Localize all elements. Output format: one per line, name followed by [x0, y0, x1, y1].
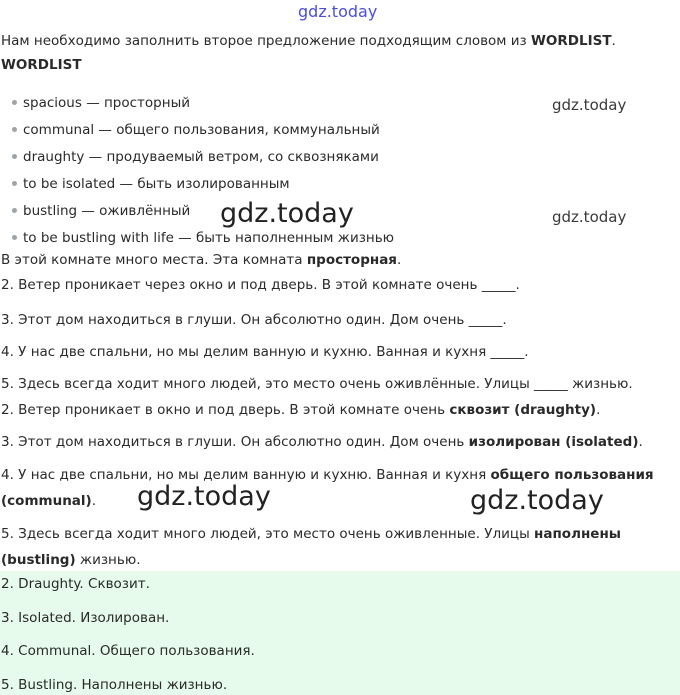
task-2: 2. Ветер проникает через окно и под дверь. В этой комнате очень _____.: [1, 277, 520, 293]
solution-5: 5. Здесь всегда ходит много людей, это место очень оживленные. Улицы наполнены: [1, 526, 621, 542]
answers-block: [0, 571, 680, 695]
bullet-dot-icon: [12, 181, 17, 186]
answer-4: 4. Communal. Общего пользования.: [1, 643, 255, 659]
watermark-big-1: gdz.today: [220, 198, 354, 229]
task-3: 3. Этот дом находиться в глуши. Он абсолютно один. Дом очень _____.: [1, 312, 507, 328]
solution-4-cont: (communal).: [1, 493, 97, 509]
answer-3: 3. Isolated. Изолирован.: [1, 610, 170, 626]
intro-end: .: [611, 33, 616, 49]
task-4: 4. У нас две спальни, но мы делим ванную и кухню. Ванная и кухня _____.: [1, 344, 529, 360]
answer-2: 2. Draughty. Сквозит.: [1, 576, 150, 592]
intro-text: Нам необходимо заполнить второе предложение подходящим словом из: [1, 33, 532, 49]
intro-paragraph: [1, 32, 616, 50]
intro-bold: WORDLIST: [531, 33, 612, 49]
solution-4: 4. У нас две спальни, но мы делим ванную и кухню. Ванная и кухня общего пользования: [1, 467, 654, 483]
wordlist-item: bustling — оживлённый: [12, 202, 190, 220]
watermark-right-1: gdz.today: [552, 96, 627, 114]
watermark-big-3: gdz.today: [470, 485, 604, 516]
solution-3: 3. Этот дом находиться в глуши. Он абсолютно один. Дом очень изолирован (isolated).: [1, 434, 643, 450]
wordlist-item: to be isolated — быть изолированным: [12, 175, 290, 193]
bullet-dot-icon: [12, 100, 17, 105]
solution-2: 2. Ветер проникает в окно и под дверь. В этой комнате очень сквозит (draughty).: [1, 402, 601, 418]
wordlist-item: to be bustling with life — быть наполненным жизнью: [12, 229, 394, 247]
wordlist-item: draughty — продуваемый ветром, со сквозняками: [12, 148, 379, 166]
solution-5-cont: (bustling) жизнью.: [1, 552, 141, 568]
wordlist-item: communal — общего пользования, коммунальный: [12, 121, 380, 139]
bullet-dot-icon: [12, 127, 17, 132]
watermark-right-2: gdz.today: [552, 208, 627, 226]
bullet-dot-icon: [12, 208, 17, 213]
wordlist-item: spacious — просторный: [12, 94, 190, 112]
bullet-dot-icon: [12, 235, 17, 240]
example-sentence: В этой комнате много места. Эта комната просторная.: [1, 252, 402, 268]
wordlist-title: WORDLIST: [1, 57, 82, 73]
watermark-top: gdz.today: [298, 2, 378, 21]
task-5: 5. Здесь всегда ходит много людей, это место очень оживлённые. Улицы _____ жизнью.: [1, 376, 633, 392]
watermark-big-2: gdz.today: [137, 481, 271, 512]
bullet-dot-icon: [12, 154, 17, 159]
answer-5: 5. Bustling. Наполнены жизнью.: [1, 677, 228, 693]
